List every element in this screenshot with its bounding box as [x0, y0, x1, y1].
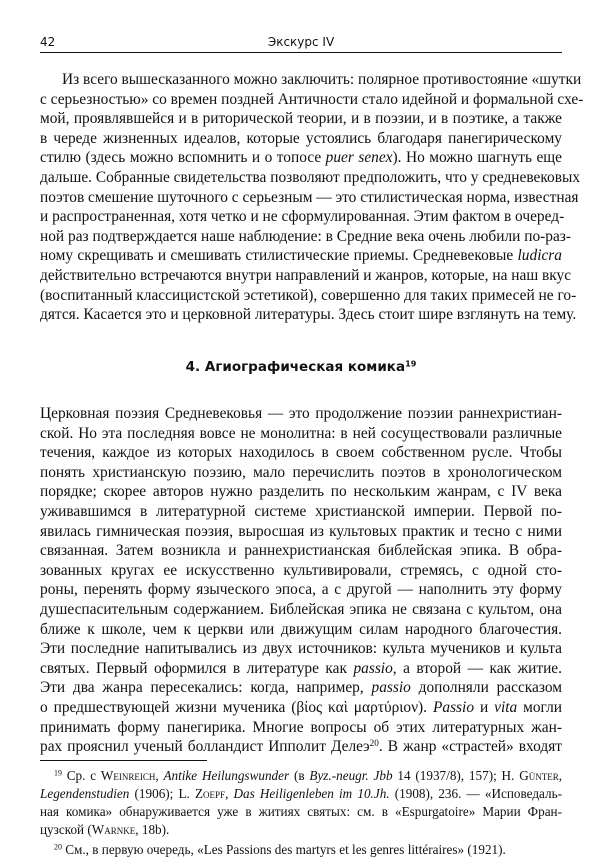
section-heading-text: 4. Агиографическая комика — [185, 359, 406, 375]
text-segment: стилю (здесь можно вспомнить и о топосе — [40, 149, 326, 167]
text-segment: дальше. Собранные свидетельства позволяют предположить, что у средневековых — [40, 168, 581, 186]
italic-text: Antike Heilungswunder — [163, 768, 290, 783]
footnote-ref: 19 — [405, 358, 417, 369]
text-line — [40, 718, 562, 738]
text-segment: (в — [289, 768, 310, 783]
text-segment: , — [558, 768, 563, 783]
text-line — [40, 639, 562, 659]
italic-text: passio — [353, 659, 393, 677]
text-line — [40, 698, 562, 718]
text-line — [40, 463, 562, 483]
footnote-ref: 19 — [54, 768, 62, 778]
text-line — [40, 148, 562, 168]
text-line — [40, 803, 562, 821]
text-segment: мой, проявлявшейся и в риторической теории, и в поэзии, и в поэтике, а также — [40, 110, 562, 128]
paragraph-2 — [40, 404, 562, 757]
text-line — [40, 785, 562, 803]
italic-text: vita — [494, 698, 518, 716]
text-segment: поэтов смешение шуточного с серьезным — это стилистическая норма, известная — [40, 188, 579, 206]
text-line — [40, 109, 562, 129]
text-line — [40, 821, 562, 839]
text-line — [40, 90, 584, 110]
text-segment: Из всего вышесказанного можно заключить: полярное противостояние «шутки — [62, 71, 582, 88]
text-line — [40, 600, 562, 620]
text-segment: принимать форму панегирика. Многие вопросы об этих литературных жан- — [40, 718, 562, 736]
text-segment: 14 (1937/8), 157); H. — [392, 768, 520, 783]
text-line — [40, 580, 562, 600]
text-segment: ближе к школе, чем к церкви или движущим силам народного благочестия. — [40, 620, 562, 638]
running-title: Экскурс IV — [267, 35, 335, 49]
text-segment: святых. Первый оформился в литературе как — [40, 659, 354, 677]
text-segment: действительно встречаются внутри направлений и жанров, которые, на наш вкус — [40, 266, 572, 284]
author-name: Weinreich — [100, 768, 156, 783]
author-name: Günter — [519, 768, 559, 783]
italic-text: puer senex — [325, 149, 393, 167]
page-number: 42 — [40, 35, 56, 49]
text-line — [40, 443, 562, 463]
text-segment: понять христианскую поэзию, мало перечислить поэтов в хронологическом — [40, 463, 562, 481]
text-segment: дополняли рассказом — [410, 679, 562, 697]
text-segment: рах прояснил ученый болландист Ипполит Делеэ — [40, 738, 370, 756]
text-line — [40, 70, 582, 90]
text-line — [40, 404, 562, 424]
text-line — [40, 659, 562, 679]
italic-text: Legendenstudien — [40, 786, 130, 801]
text-line — [40, 737, 562, 757]
text-line — [40, 246, 562, 266]
footnote-19 — [40, 767, 562, 839]
text-segment: течения, каждое из которых находилось в своем собственном русле. Чтобы — [40, 444, 562, 462]
text-line — [40, 305, 577, 325]
text-line — [40, 620, 562, 640]
italic-text: Byz.-neugr. Jbb — [309, 768, 393, 783]
text-segment: в череде жизненных идеалов, которые устоялись благодаря панегирическому — [40, 129, 562, 147]
footnote-ref: 20 — [369, 738, 379, 749]
text-line — [40, 767, 562, 785]
text-segment: , а второй — как житие. — [392, 659, 562, 677]
text-segment: ному скрещивать и смешивать стилистические приемы. Средневековые — [40, 247, 518, 265]
footnote-ref: 20 — [54, 842, 62, 852]
text-line — [40, 227, 571, 247]
text-segment: (1908), 236. — «Исповедаль- — [389, 786, 563, 801]
footnote-rule — [40, 760, 207, 761]
text-segment: (1906); L. — [129, 786, 195, 801]
text-segment: и распространенная, хотя четко и не сформулированная. Этим фактом в очеред- — [40, 208, 565, 226]
text-segment: , — [155, 768, 164, 783]
text-segment: с серьезностью» со времен поздней Античности стало идейной и формальной схе- — [40, 90, 584, 108]
italic-text: Das Heiligenleben im 10.Jh. — [233, 786, 390, 801]
text-line — [40, 129, 562, 149]
text-line — [40, 266, 572, 286]
text-segment: дятся. Касается это и церковной литературы. Здесь стоит шире взглянуть на тему. — [40, 306, 577, 324]
text-segment: . В жанр «страстей» входят — [378, 738, 563, 756]
italic-text: passio — [371, 679, 411, 697]
text-line — [40, 561, 562, 581]
text-line — [40, 541, 562, 561]
text-segment: зованных кругах ее искусственно культивировали, стремясь, с одной сто- — [40, 561, 562, 579]
text-segment: о предшествующей жизни мученика (βίος καὶ μαρτύριον). — [40, 698, 433, 716]
text-segment: (воспитанный классицистской эстетикой), совершенно для таких примесей не го- — [40, 286, 577, 304]
text-line — [40, 522, 562, 542]
text-segment: Церковная поэзия Средневековья — это продолжение поэзии раннехристиан- — [40, 405, 562, 422]
text-segment: уживавшимся в литературной системе христианской империи. Первой по- — [40, 502, 562, 520]
text-line — [40, 678, 562, 698]
author-name: Warnke — [91, 822, 136, 837]
running-header — [40, 33, 562, 51]
header-rule — [40, 52, 562, 53]
text-segment: роны, перенять форму языческого эпоса, а с другой — наполнить эту форму — [40, 581, 562, 599]
text-segment: ная комика» обнаруживается уже в житиях святых: см. в «Espurgatoire» Марии Фран- — [40, 804, 562, 819]
text-line — [40, 207, 565, 227]
text-line — [40, 482, 562, 502]
text-segment: порядке; скорее авторов нужно разделить по нескольким жанрам, с IV века — [40, 483, 562, 501]
text-segment: , 18b). — [135, 822, 170, 837]
text-segment: Эти последние напитывались из двух источников: культа мучеников и культа — [40, 640, 562, 658]
author-name: Zoepf — [194, 786, 226, 801]
text-segment: ской. Но эта последняя вовсе не монолитна: в ней сосуществовали различные — [40, 424, 562, 442]
text-line — [40, 168, 581, 188]
text-line — [40, 188, 579, 208]
text-segment: цузской ( — [40, 822, 92, 837]
text-segment: могли — [517, 698, 563, 716]
text-segment: душеспасительным содержанием. Библейская эпика не связана с культом, она — [40, 600, 562, 618]
italic-text: ludicra — [517, 247, 562, 265]
paragraph-1 — [40, 70, 584, 325]
text-line — [40, 424, 562, 444]
text-segment: См., в первую очередь, «Les Passions des martyrs et les genres littéraires» (1921). — [61, 842, 506, 857]
text-line — [40, 286, 577, 306]
text-segment: ). Но можно шагнуть еще — [392, 149, 562, 167]
text-segment: явилась гимническая поэзия, выросшая из культовых практик и тесно с ними — [40, 522, 562, 540]
text-segment: , — [225, 786, 234, 801]
text-line — [40, 502, 562, 522]
text-segment: связанная. Затем возникла и раннехристианская библейская эпика. В обра- — [40, 542, 562, 560]
text-line — [40, 841, 562, 859]
section-heading — [40, 357, 562, 377]
text-segment: и — [474, 698, 495, 716]
text-segment: ной раз подтверждается наше наблюдение: в Средние века очень любили по-раз- — [40, 227, 571, 245]
footnote-20 — [40, 841, 562, 859]
italic-text: Passio — [432, 698, 475, 716]
text-segment: Эти два жанра пересекались: когда, например, — [40, 679, 372, 697]
text-segment: Ср. с — [61, 768, 101, 783]
